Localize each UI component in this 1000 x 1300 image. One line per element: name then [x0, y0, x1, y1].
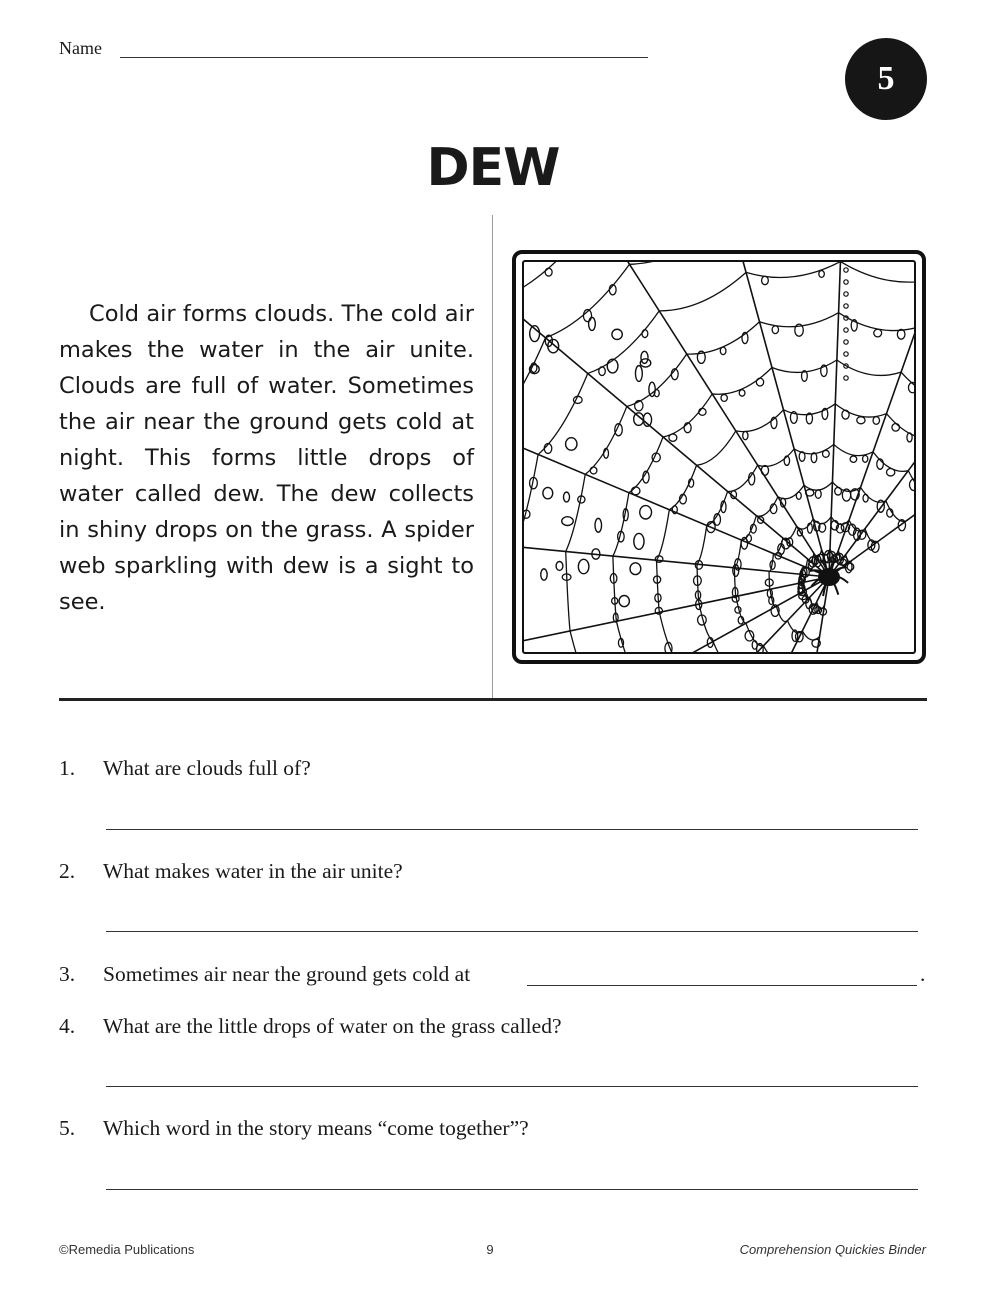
question-text: What makes water in the air unite? — [103, 859, 403, 883]
answer-line-3[interactable] — [527, 985, 917, 986]
question-text: Sometimes air near the ground gets cold at — [103, 962, 471, 986]
badge-number: 5 — [877, 60, 895, 97]
answer-line-1[interactable] — [106, 829, 918, 830]
question-number: 4. — [59, 1014, 76, 1038]
section-rule — [59, 698, 927, 701]
question-number: 2. — [59, 859, 76, 883]
question-number: 3. — [59, 962, 76, 986]
question-text: What are the little drops of water on the grass called? — [103, 1014, 562, 1038]
column-divider — [492, 215, 493, 699]
story-text: Cold air forms clouds. The cold air makes the water in the air unite. Clouds are full of water. Sometimes the air near the ground gets cold at night. This forms little drops of water called dew. The dew collects in shiny drops on the grass. A spider web sparkling with dew is a sight to see. — [59, 301, 474, 615]
question-3-period: . — [920, 962, 926, 986]
question-text: Which word in the story means “come together”? — [103, 1116, 529, 1140]
answer-line-2[interactable] — [106, 931, 918, 932]
footer-copyright: ©Remedia Publications — [59, 1242, 195, 1257]
answer-line-5[interactable] — [106, 1189, 918, 1190]
footer-book-title: Comprehension Quickies Binder — [739, 1242, 926, 1257]
name-line[interactable] — [120, 57, 648, 58]
question-number: 1. — [59, 756, 76, 780]
question-text: What are clouds full of? — [103, 756, 311, 780]
spider-web-dew-illustration — [512, 250, 926, 664]
footer-page-number: 9 — [486, 1242, 494, 1257]
name-label: Name — [59, 38, 102, 58]
answer-line-4[interactable] — [106, 1086, 918, 1087]
illustration-inner-frame — [522, 260, 916, 654]
question-number: 5. — [59, 1116, 76, 1140]
page-number-badge — [845, 38, 927, 120]
page-title: DEW — [426, 138, 560, 198]
spider-web-icon — [524, 262, 914, 652]
